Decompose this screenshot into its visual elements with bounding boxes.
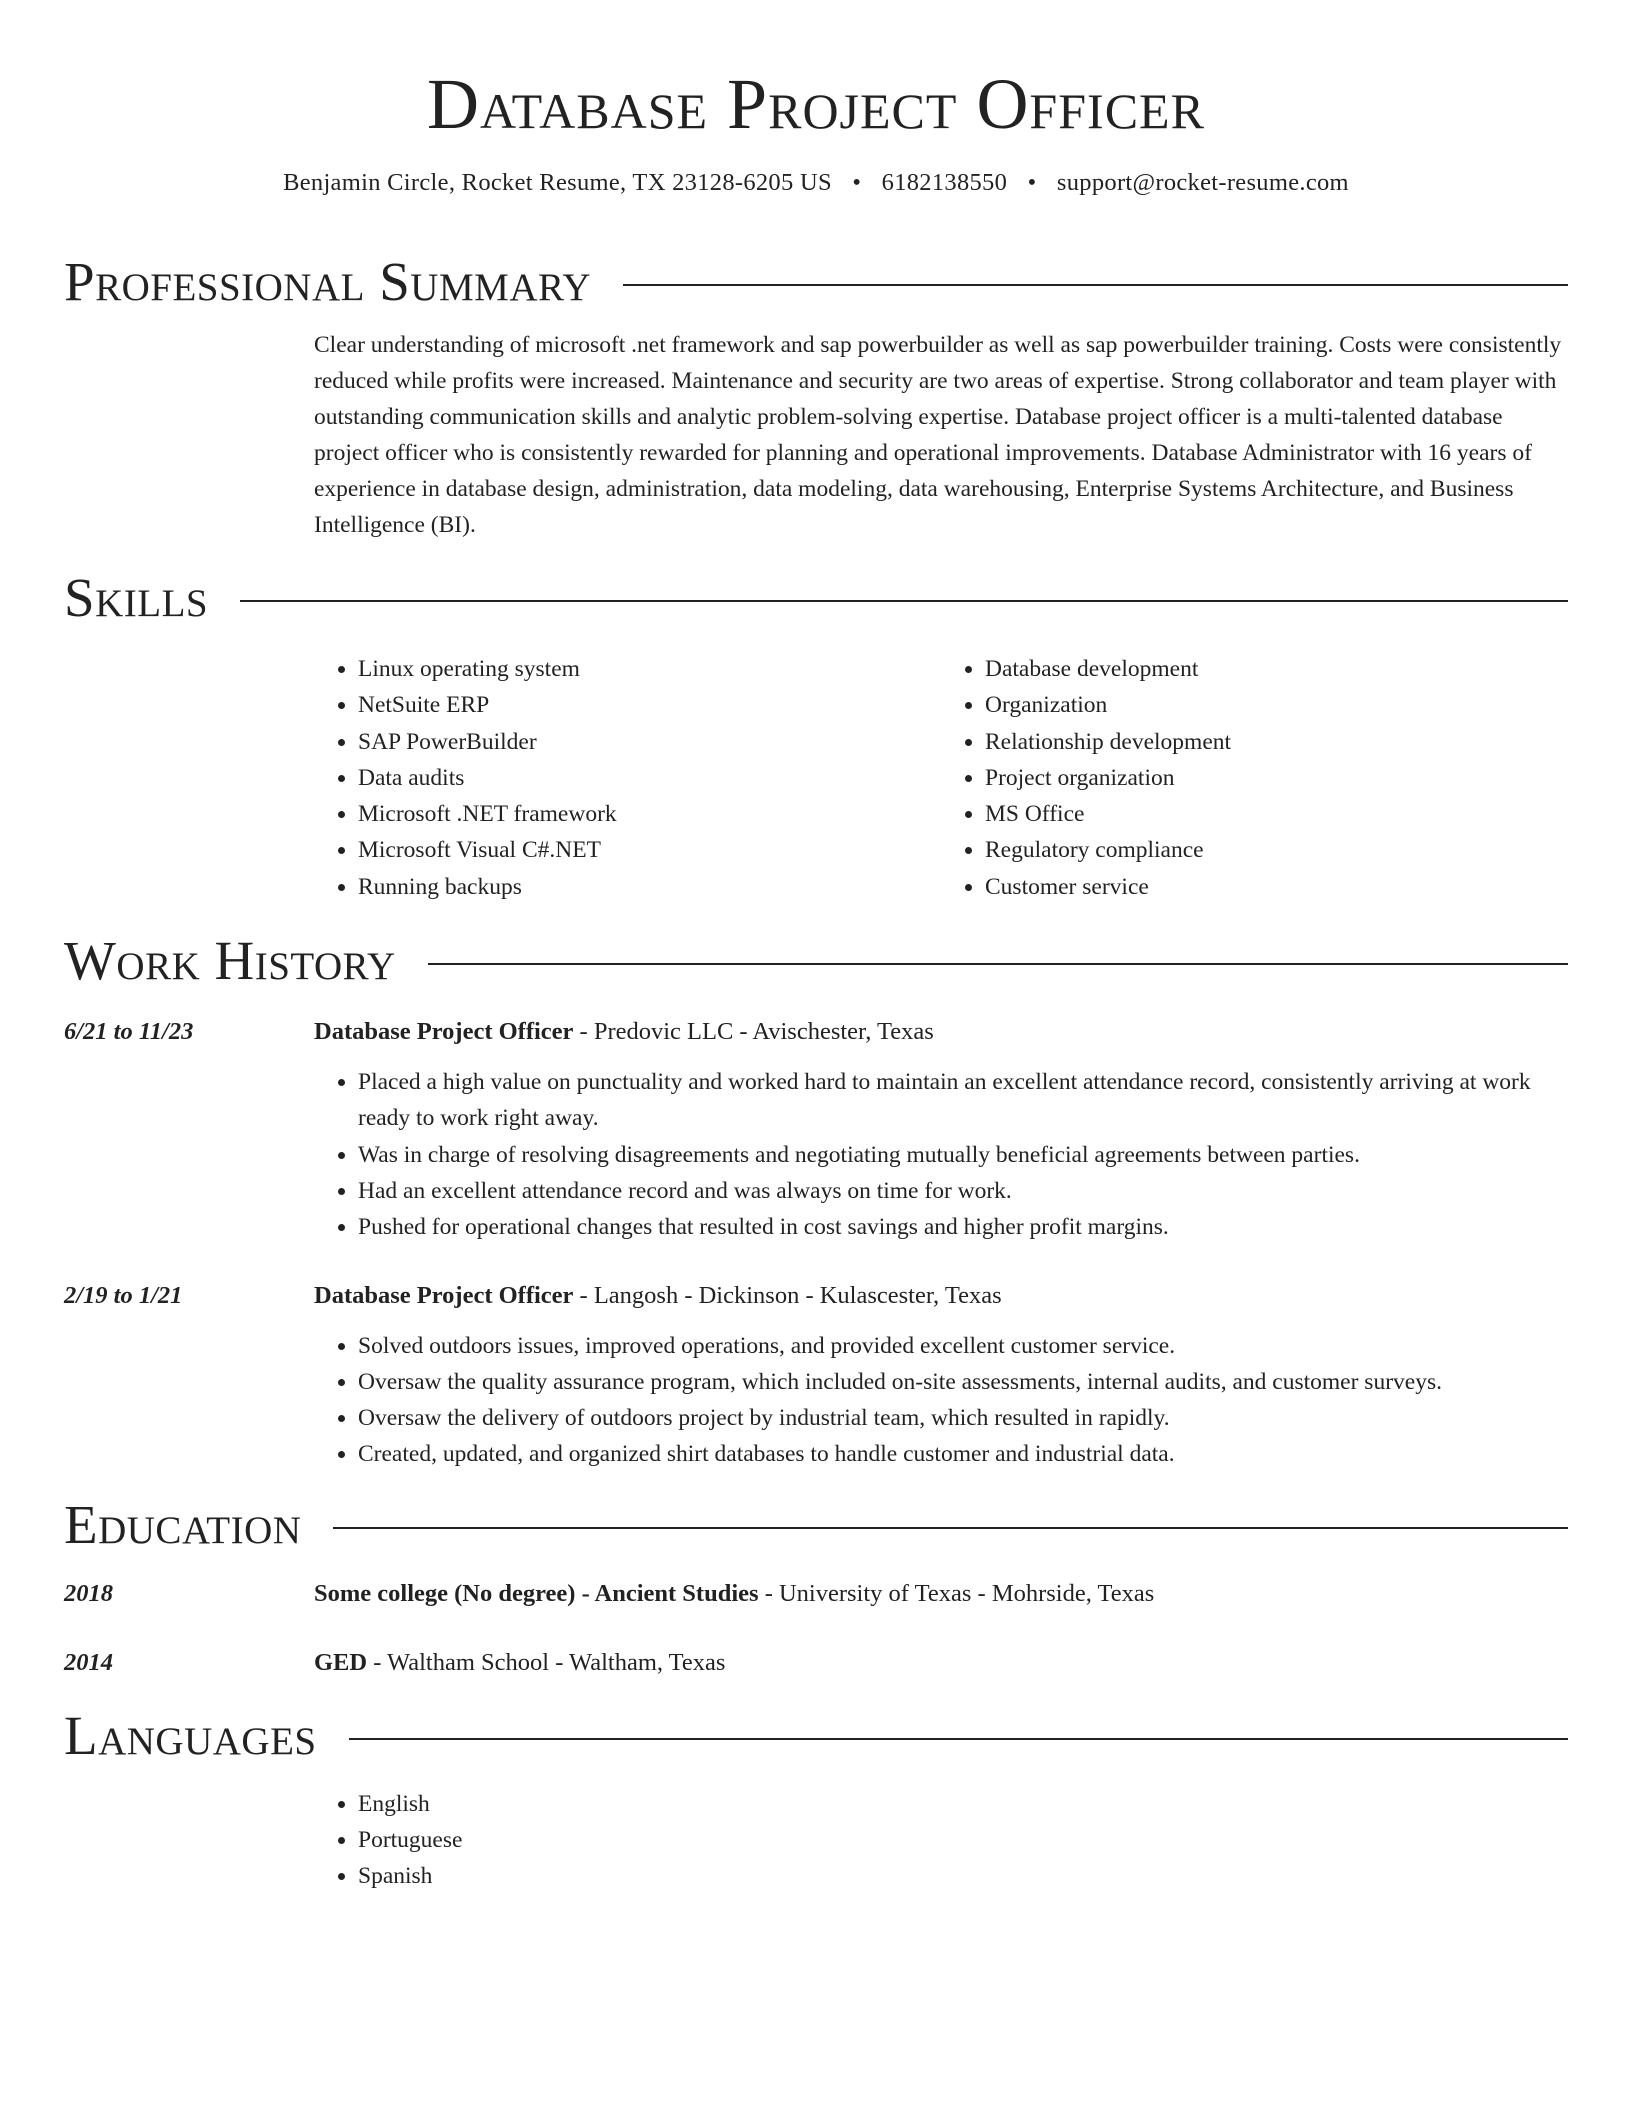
job-entry bbox=[64, 1015, 1568, 1049]
skill-item: • Organization bbox=[985, 687, 1568, 723]
job-entry bbox=[64, 1279, 1568, 1313]
job-company: - Predovic LLC - Avischester, Texas bbox=[573, 1018, 934, 1046]
job-bullet: • Solved outdoors issues, improved operations, and provided excellent customer service. bbox=[358, 1328, 1568, 1364]
languages-list bbox=[314, 1786, 1568, 1895]
job-bullet: • Was in charge of resolving disagreements and negotiating mutually beneficial agreements between parties. bbox=[358, 1137, 1568, 1173]
section-divider bbox=[623, 284, 1568, 286]
skill-item: • Microsoft Visual C#.NET bbox=[358, 832, 941, 868]
contact-phone: 6182138550 bbox=[881, 169, 1008, 196]
skill-item: • SAP PowerBuilder bbox=[358, 724, 941, 760]
job-bullet: • Had an excellent attendance record and was always on time for work. bbox=[358, 1173, 1568, 1209]
skill-item: • Project organization bbox=[985, 760, 1568, 796]
job-bullet: • Oversaw the quality assurance program, which included on-site assessments, internal audits, and customer surveys. bbox=[358, 1364, 1568, 1400]
job-company: - Langosh - Dickinson - Kulascester, Texas bbox=[573, 1281, 1002, 1309]
job-bullet: • Pushed for operational changes that resulted in cost savings and higher profit margins. bbox=[358, 1209, 1568, 1245]
skill-item: • Relationship development bbox=[985, 724, 1568, 760]
section-title-work-history: Work History bbox=[64, 930, 396, 992]
education-year: 2014 bbox=[64, 1648, 113, 1676]
contact-separator: • bbox=[1027, 169, 1037, 196]
education-heading bbox=[314, 1646, 725, 1680]
job-bullet: • Created, updated, and organized shirt databases to handle customer and industrial data. bbox=[358, 1436, 1568, 1472]
skill-item: • Data audits bbox=[358, 760, 941, 796]
skill-item: • NetSuite ERP bbox=[358, 687, 941, 723]
skills-column-right bbox=[941, 651, 1568, 905]
contact-separator: • bbox=[852, 169, 862, 196]
job-dates: 2/19 to 1/21 bbox=[64, 1281, 183, 1309]
section-title-summary: Professional Summary bbox=[64, 251, 592, 312]
section-divider bbox=[428, 963, 1568, 965]
education-heading bbox=[314, 1577, 1154, 1611]
skills-list bbox=[314, 651, 1568, 905]
job-bullet: • Placed a high value on punctuality and worked hard to maintain an excellent attendance record, consistently arriving at work ready to work right away. bbox=[358, 1064, 1568, 1137]
section-header-work-history bbox=[64, 929, 1568, 993]
skill-item: • Running backups bbox=[358, 869, 941, 905]
skill-item: • Microsoft .NET framework bbox=[358, 796, 941, 832]
job-dates: 6/21 to 11/23 bbox=[64, 1018, 194, 1046]
education-school: - Waltham School - Waltham, Texas bbox=[367, 1648, 726, 1676]
skill-item: • Linux operating system bbox=[358, 651, 941, 687]
section-title-languages: Languages bbox=[64, 1704, 317, 1766]
section-header-languages bbox=[64, 1704, 1568, 1768]
education-entry bbox=[64, 1646, 1568, 1680]
education-year: 2018 bbox=[64, 1579, 113, 1607]
section-divider bbox=[240, 600, 1568, 602]
section-title-skills: Skills bbox=[64, 567, 209, 628]
skill-item: • Customer service bbox=[985, 869, 1568, 905]
resume-title: Database Project Officer bbox=[427, 64, 1205, 144]
section-divider bbox=[349, 1738, 1568, 1740]
section-header-summary bbox=[64, 250, 1568, 314]
language-item: • English bbox=[358, 1786, 1568, 1822]
job-heading bbox=[314, 1015, 934, 1049]
skills-column-left bbox=[314, 651, 941, 905]
section-header-skills bbox=[64, 566, 1568, 630]
job-role: Database Project Officer bbox=[314, 1281, 574, 1309]
job-role: Database Project Officer bbox=[314, 1018, 574, 1046]
language-item: • Portuguese bbox=[358, 1822, 1568, 1858]
summary-paragraph: Clear understanding of microsoft .net framework and sap powerbuilder as well as sap powerbuilder training. Costs were consistently reduced while profits were increased. Maintenance and security are two areas of expertise. Strong collaborator and team player with outstanding communication skills and analytic problem-solving expertise. Database project officer is a multi-talented database project officer who is consistently rewarded for planning and operational improvements. Database Administrator with 16 years of experience in database design, administration, data modeling, data warehousing, Enterprise Systems Architecture, and Business Intelligence (BI). bbox=[314, 332, 1562, 538]
job-bullet: • Oversaw the delivery of outdoors project by industrial team, which resulted in rapidly. bbox=[358, 1400, 1568, 1436]
skill-item: • Regulatory compliance bbox=[985, 832, 1568, 868]
job-bullets bbox=[314, 1328, 1568, 1473]
language-item: • Spanish bbox=[358, 1858, 1568, 1894]
contact-line bbox=[64, 168, 1568, 198]
education-school: - University of Texas - Mohrside, Texas bbox=[758, 1579, 1155, 1607]
contact-address: Benjamin Circle, Rocket Resume, TX 23128-6205 US bbox=[283, 169, 832, 196]
section-divider bbox=[333, 1527, 1568, 1529]
section-title-education: Education bbox=[64, 1493, 302, 1555]
skill-item: • Database development bbox=[985, 651, 1568, 687]
education-degree: GED bbox=[314, 1648, 368, 1676]
section-header-education bbox=[64, 1493, 1568, 1557]
education-entry bbox=[64, 1577, 1568, 1611]
skill-item: • MS Office bbox=[985, 796, 1568, 832]
job-bullets bbox=[314, 1064, 1568, 1245]
job-heading bbox=[314, 1279, 1002, 1313]
education-degree: Some college (No degree) - Ancient Studies bbox=[314, 1579, 759, 1607]
contact-email: support@rocket-resume.com bbox=[1056, 169, 1349, 196]
